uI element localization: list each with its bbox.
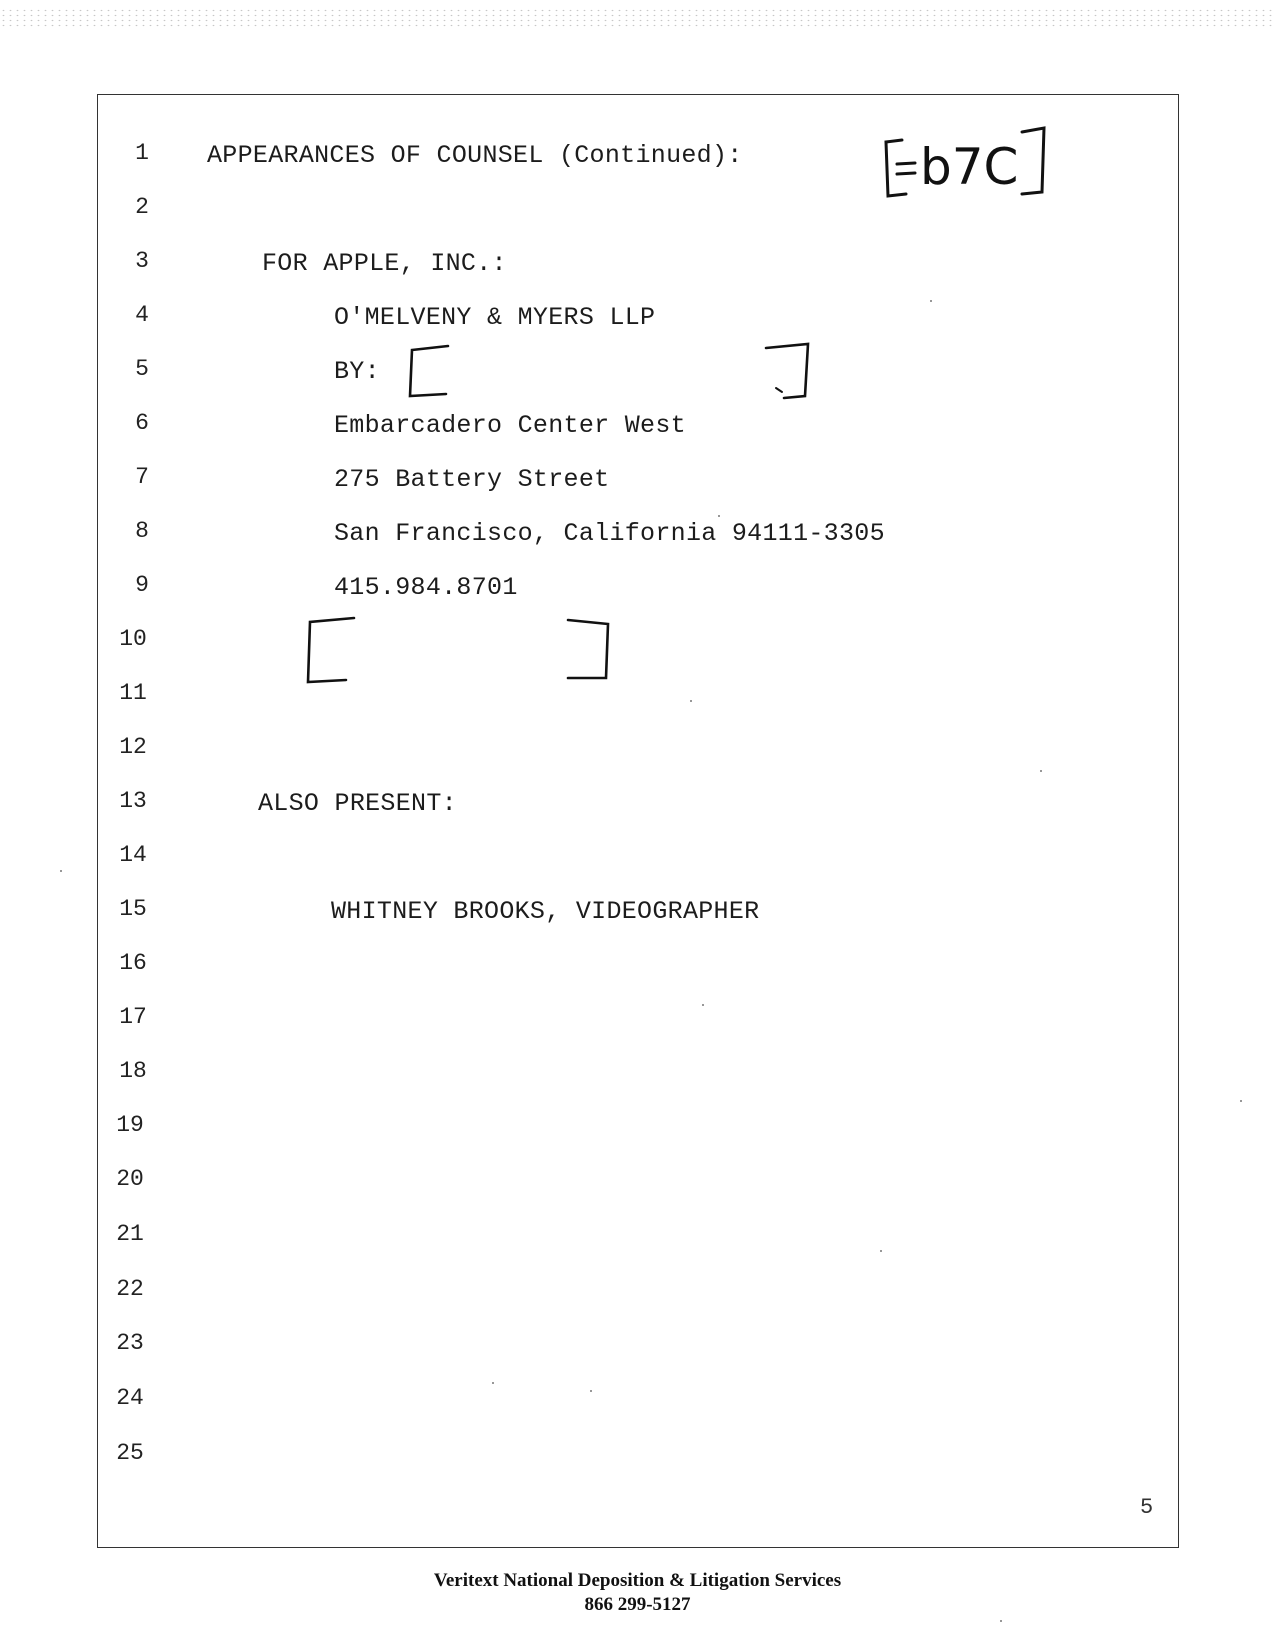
handwritten-redaction-code [872, 120, 1052, 210]
redaction-bracket-block [300, 610, 620, 690]
line-number: 6 [135, 410, 149, 436]
line-number: 22 [116, 1276, 144, 1302]
line-number: 21 [116, 1221, 144, 1247]
line-number: 1 [135, 140, 149, 166]
speck [1000, 1620, 1002, 1622]
scan-noise-strip [0, 8, 1275, 28]
transcript-heading: APPEARANCES OF COUNSEL (Continued): [207, 141, 743, 170]
footer-phone: 866 299-5127 [584, 1594, 691, 1615]
speck [880, 1250, 882, 1252]
line-number: 11 [119, 680, 147, 706]
counsel-party: FOR APPLE, INC.: [262, 249, 507, 278]
address-line-1: Embarcadero Center West [334, 411, 686, 440]
speck [590, 1390, 592, 1392]
line-number: 8 [135, 518, 149, 544]
line-number: 10 [119, 626, 147, 652]
address-line-2: 275 Battery Street [334, 465, 610, 494]
line-number: 25 [116, 1440, 144, 1466]
footer-company: Veritext National Deposition & Litigation Services [433, 1570, 842, 1591]
speck [690, 700, 692, 702]
speck [60, 870, 62, 872]
redaction-bracket-attorney [400, 340, 820, 410]
speck [1040, 770, 1042, 772]
speck [702, 1004, 704, 1006]
line-number: 23 [116, 1330, 144, 1356]
address-line-3: San Francisco, California 94111-3305 [334, 519, 885, 548]
line-number: 3 [135, 248, 149, 274]
line-number: 20 [116, 1166, 144, 1192]
line-number: 13 [119, 788, 147, 814]
page-number: 5 [1140, 1495, 1154, 1520]
speck [492, 1382, 494, 1384]
videographer-name: WHITNEY BROOKS, VIDEOGRAPHER [331, 897, 760, 926]
line-number: 7 [135, 464, 149, 490]
handwritten-code-text: b7C [920, 138, 1019, 196]
phone-number: 415.984.8701 [334, 573, 518, 602]
line-number: 16 [119, 950, 147, 976]
line-number: 18 [119, 1058, 147, 1084]
line-number: 2 [135, 194, 149, 220]
speck [718, 515, 720, 517]
line-number: 12 [119, 734, 147, 760]
also-present-heading: ALSO PRESENT: [258, 789, 457, 818]
attorney-by-label: BY: [334, 357, 380, 386]
line-number: 15 [119, 896, 147, 922]
line-number: 4 [135, 302, 149, 328]
speck [930, 300, 932, 302]
line-number: 19 [116, 1112, 144, 1138]
line-number: 5 [135, 356, 149, 382]
speck [1240, 1100, 1242, 1102]
law-firm-name: O'MELVENY & MYERS LLP [334, 303, 656, 332]
line-number: 17 [119, 1004, 147, 1030]
line-number: 9 [135, 572, 149, 598]
line-number: 24 [116, 1385, 144, 1411]
line-number: 14 [119, 842, 147, 868]
